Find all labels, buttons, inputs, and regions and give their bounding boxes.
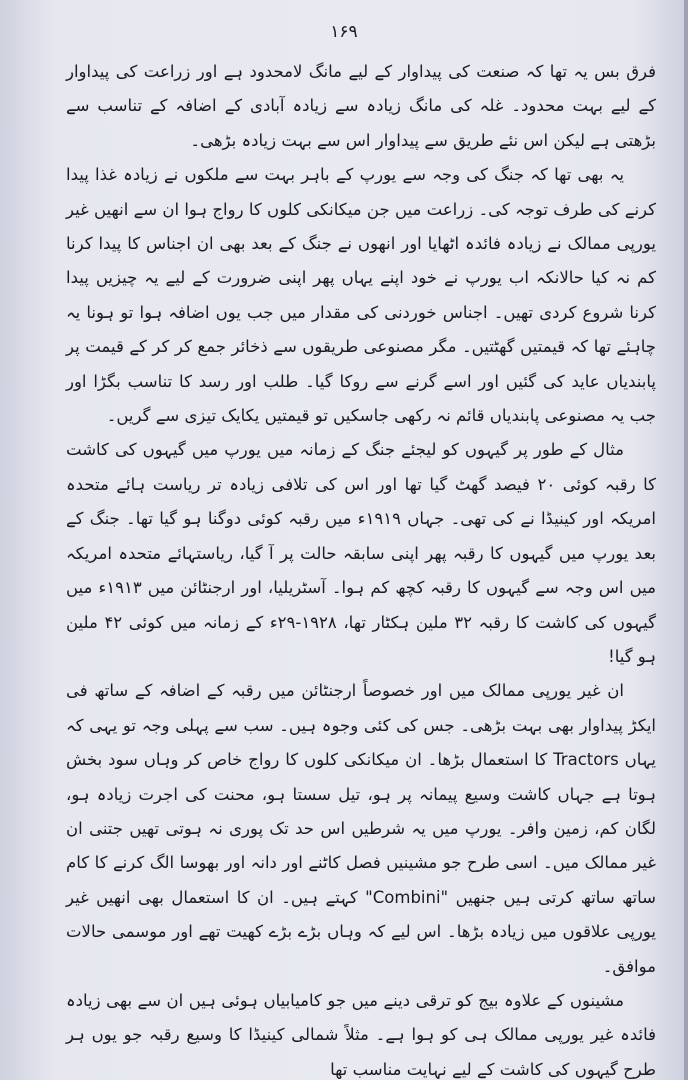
page-edge-shadow: [684, 0, 688, 1080]
paragraph-1: فرق بس یہ تھا کہ صنعت کی پیداوار کے لیے مانگ لامحدود ہے اور زراعت کی پیداوار کے لیے بہت محدود۔ غلہ کی مانگ زیادہ سے زیادہ آبادی کے اضافہ کے تناسب سے بڑھتی ہے لیکن اس نئے طریق سے پیداوار اس سے بہت زیادہ بڑھی۔: [66, 62, 656, 150]
paragraph-5: مشینوں کے علاوہ بیج کو ترقی دینے میں جو کامیابیاں ہوئی ہیں ان سے بھی زیادہ فائدہ غیر یورپی ممالک ہی کو ہوا ہے۔ مثلاً شمالی کینیڈا کا وسیع رقبہ جو یوں ہر طرح گیہوں کی کاشت کے لیے نہایت مناسب تھا: [66, 990, 656, 1079]
paragraph-4: ان غیر یورپی ممالک میں اور خصوصاً ارجنٹائن میں رقبہ کے اضافہ کے ساتھ فی ایکڑ پیداوار بھی بہت بڑھی۔ جس کی کئی وجوہ ہیں۔ سب سے پہلی وجہ تو یہی کہ یہاں Tractors کا استعمال بڑھا۔ ان میکانکی کلوں کا رواج خاص کر وہاں سود بخش ہوتا ہے جہاں کاشت وسیع پیمانہ پر ہو، تیل سستا ہو، محنت کی اجرت زیادہ ہو، لگان کم، زمین وافر۔ یورپ میں یہ شرطیں اس حد تک پوری نہ ہوتی تھیں جتنی ان غیر ممالک میں۔ اسی طرح جو مشینیں فصل کاٹنے اور دانہ اور بھوسا الگ کرنے کا کام ساتھ ساتھ کرتی ہیں جنھیں "Combini" کہتے ہیں۔ ان کا استعمال بھی انھیں غیر یورپی علاقوں میں زیادہ بڑھا۔ اس لیے کہ وہاں بڑے بڑے کھیت تھے اور موسمی حالات موافق۔: [66, 681, 656, 976]
page-number: ۱۶۹: [330, 22, 358, 42]
paragraph-2: یہ بھی تھا کہ جنگ کی وجہ سے یورپ کے باہر بہت سے ملکوں نے زیادہ غذا پیدا کرنے کی طرف توجہ کی۔ زراعت میں جن میکانکی کلوں کا رواج ہوا ان سے انھیں غیر یورپی ممالک نے زیادہ فائدہ اٹھایا اور انھوں نے جنگ کے بعد بھی ان اجناس کا پیدا کرنا کم نہ کیا حالانکہ اب یورپ نے خود اپنے یہاں پھر اپنی ضرورت کے لیے یہ چیزیں پیدا کرنا شروع کردی تھیں۔ اجناس خوردنی کی مقدار میں جب یوں اضافہ ہوا تو ہونا یہ چاہئے تھا کہ قیمتیں گھٹتیں۔ مگر مصنوعی طریقوں سے ذخائر جمع کر کر کے قیمت پر پابندیاں عاید کی گئیں اور اسے گرنے سے روکا گیا۔ طلب اور رسد کا تناسب بگڑا اور جب یہ مصنوعی پابندیاں قائم نہ رکھی جاسکیں تو قیمتیں یکایک تیزی سے گریں۔: [66, 165, 656, 426]
page-body-text: [66, 55, 656, 1080]
paragraph-3: مثال کے طور پر گیہوں کو لیجئے جنگ کے زمانہ میں یورپ میں گیہوں کی کاشت کا رقبہ کوئی ۲۰ فیصد گھٹ گیا تھا اور اس کی تلافی زیادہ تر ریاست ہائے متحدہ امریکہ اور کینیڈا نے کی تھی۔ جہاں ۱۹۱۹ء میں رقبہ کوئی دوگنا ہو گیا تھا۔ جنگ کے بعد یورپ میں گیہوں کا رقبہ پھر اپنی سابقہ حالت پر آ گیا، ریاستہائے متحدہ امریکہ میں اس وجہ سے گیہوں کا رقبہ کچھ کم ہوا۔ آسٹریلیا، اور ارجنٹائن میں ۱۹۱۳ء میں گیہوں کی کاشت کا رقبہ ۳۲ ملین ہکٹار تھا، ۱۹۲۸-۲۹ء کے زمانہ میں کوئی ۴۲ ملین ہو گیا!: [66, 440, 657, 666]
